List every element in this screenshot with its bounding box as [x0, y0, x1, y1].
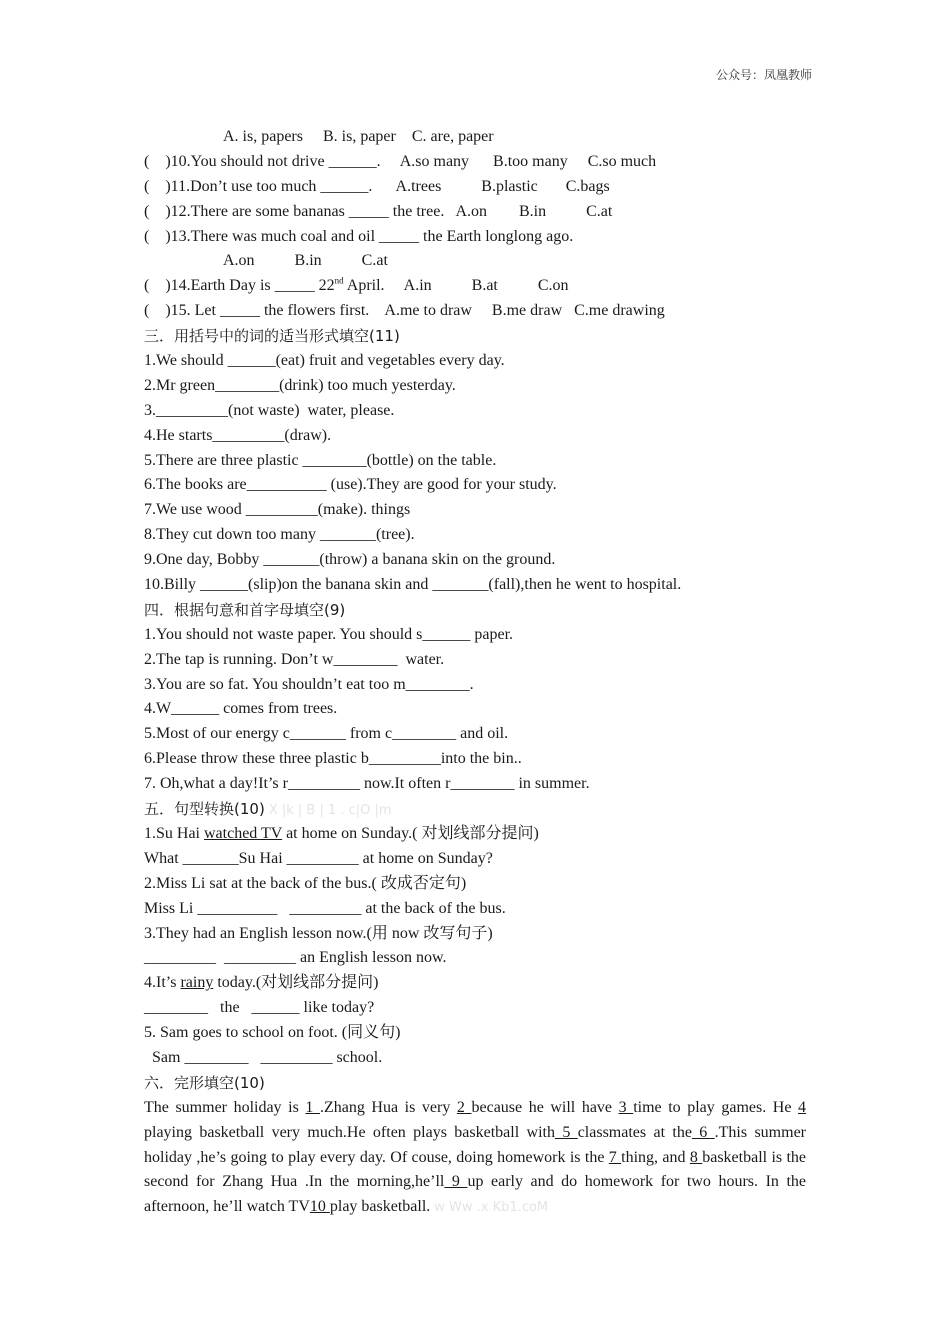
q1-underlined: watched TV — [204, 824, 283, 842]
blank-3: 3 — [618, 1098, 634, 1116]
section-3-heading — [144, 324, 806, 349]
q9-options: A. is, papers B. is, paper C. are, paper — [223, 128, 494, 145]
mc-question-15: ( )15. Let _____ the flowers first. A.me to draw B.me draw C.me drawing — [144, 302, 665, 320]
mc-question-13: ( )13.There was much coal and oil _____ the Earth longlong ago. — [144, 227, 574, 245]
section-4-item: 7. Oh,what a day!It’s r_________ now.It often r________ in summer. — [144, 775, 590, 793]
blank-5: 5 — [554, 1123, 578, 1141]
q13-options: A.on B.in C.at — [223, 252, 388, 270]
section-3-item: 9.One day, Bobby _______(throw) a banana skin on the ground. — [144, 551, 556, 569]
section-3-item: 2.Mr green________(drink) too much yesterday. — [144, 376, 456, 394]
section-3-item: 7.We use wood _________(make). things — [144, 501, 411, 519]
section-5-q5-answer: Sam ________ _________ school. — [144, 1048, 383, 1066]
section-4-heading — [144, 598, 806, 623]
section-5-number: 五． — [144, 800, 175, 819]
blank-6: 6 — [691, 1123, 715, 1141]
section-6-number: 六． — [144, 1073, 175, 1092]
section-6-title: 完形填空(10) — [174, 1073, 265, 1092]
section-5-q4-answer: ________ the ______ like today? — [144, 999, 375, 1017]
section-4-item: 4.W______ comes from trees. — [144, 700, 338, 718]
section-5-q1 — [144, 822, 806, 847]
passage-text: classmates at the — [577, 1123, 692, 1141]
worksheet-content — [144, 125, 806, 1221]
passage-text: .This summer holiday ,he’s going to play every day. Of couse, doing homework is the — [144, 1123, 806, 1166]
section-3-item: 6.The books are__________ (use).They are good for your study. — [144, 476, 557, 494]
blank-9: 9 — [444, 1173, 468, 1191]
section-5-title: 句型转换(10) — [174, 800, 265, 819]
section-5-q3-answer: _________ _________ an English lesson now. — [144, 949, 447, 967]
q14-options: April. A.in B.at C.on — [343, 277, 569, 295]
mc-question-11: ( )11.Don’t use too much ______. A.trees B.plastic C.bags — [144, 177, 610, 195]
section-3-item: 4.He starts_________(draw). — [144, 426, 332, 444]
passage-text: because he will have — [471, 1098, 619, 1116]
passage-text: .Zhang Hua is very — [319, 1098, 457, 1116]
section-4-item: 2.The tap is running. Don’t w________ water. — [144, 650, 445, 668]
blank-10: 10 — [309, 1198, 330, 1216]
section-4-title: 根据句意和首字母填空(9) — [174, 600, 346, 619]
cloze-passage — [144, 1096, 806, 1222]
section-5-q1-answer: What _______Su Hai _________ at home on Sunday? — [144, 849, 493, 867]
section-3-item: 10.Billy ______(slip)on the banana skin and _______(fall),then he went to hospital. — [144, 576, 682, 594]
section-3-item: 8.They cut down too many _______(tree). — [144, 526, 415, 544]
blank-7: 7 — [608, 1148, 622, 1166]
blank-1: 1 — [305, 1098, 320, 1116]
mc-question-12: ( )12.There are some bananas _____ the tree. A.on B.in C.at — [144, 202, 613, 220]
section-5-q2-answer: Miss Li __________ _________ at the back of the bus. — [144, 899, 506, 917]
q4-underlined: rainy — [180, 974, 214, 992]
passage-text: basketball is the second for Zhang Hua .In the morning,he’ll — [144, 1148, 807, 1191]
section-5-q3: 3.They had an English lesson now.(用 now 改写句子) — [144, 924, 493, 942]
passage-text: playing basketball very much.He often plays basketball with — [144, 1123, 555, 1141]
section-3-item: 3._________(not waste) water, please. — [144, 401, 395, 419]
passage-text: The summer holiday is — [144, 1098, 306, 1116]
q4-prefix: 4.It’s — [144, 974, 181, 992]
q4-suffix: today.(对划线部分提问) — [213, 974, 379, 992]
passage-text: time to play games. He — [633, 1098, 799, 1116]
q1-prefix: 1.Su Hai — [144, 824, 204, 842]
account-note: 公众号：凤凰教师 — [715, 68, 812, 82]
mc-question-10: ( )10.You should not drive ______. A.so many B.too many C.so much — [144, 152, 657, 170]
section-3-number: 三． — [144, 327, 175, 346]
section-4-number: 四． — [144, 600, 175, 619]
passage-text: thing, and — [621, 1148, 690, 1166]
section-4-item: 3.You are so fat. You shouldn’t eat too m________. — [144, 675, 474, 693]
section-6-heading — [144, 1071, 806, 1096]
blank-4: 4 — [798, 1098, 807, 1116]
section-3-item: 5.There are three plastic ________(bottle) on the table. — [144, 451, 497, 469]
section-5-heading — [144, 797, 806, 822]
blank-8: 8 — [689, 1148, 703, 1166]
section-3-item: 1.We should ______(eat) fruit and vegetables every day. — [144, 352, 505, 370]
section-5-q4 — [144, 971, 806, 996]
q1-suffix: at home on Sunday.( 对划线部分提问) — [282, 824, 539, 842]
section-5-q2: 2.Miss Li sat at the back of the bus.( 改成否定句) — [144, 874, 467, 892]
mc-question-14 — [144, 274, 806, 299]
q14-text: ( )14.Earth Day is _____ 22 — [144, 277, 335, 295]
section-3-title: 用括号中的词的适当形式填空(11) — [174, 327, 400, 346]
watermark: X |k | B | 1 . c|O |m — [268, 803, 392, 819]
watermark: w Ww .x Kb1.coM — [434, 1200, 549, 1216]
blank-2: 2 — [456, 1098, 472, 1116]
section-5-q5: 5. Sam goes to school on foot. (同义句) — [144, 1024, 401, 1042]
q14-superscript: nd — [334, 276, 344, 287]
section-4-item: 1.You should not waste paper. You should s______ paper. — [144, 625, 514, 643]
passage-text: play basketball. — [329, 1198, 431, 1216]
section-4-item: 6.Please throw these three plastic b_________into the bin.. — [144, 750, 522, 768]
section-4-item: 5.Most of our energy c_______ from c________ and oil. — [144, 725, 509, 743]
passage-text: up early and do homework for two hours. In the afternoon, he’ll watch TV — [144, 1173, 807, 1216]
